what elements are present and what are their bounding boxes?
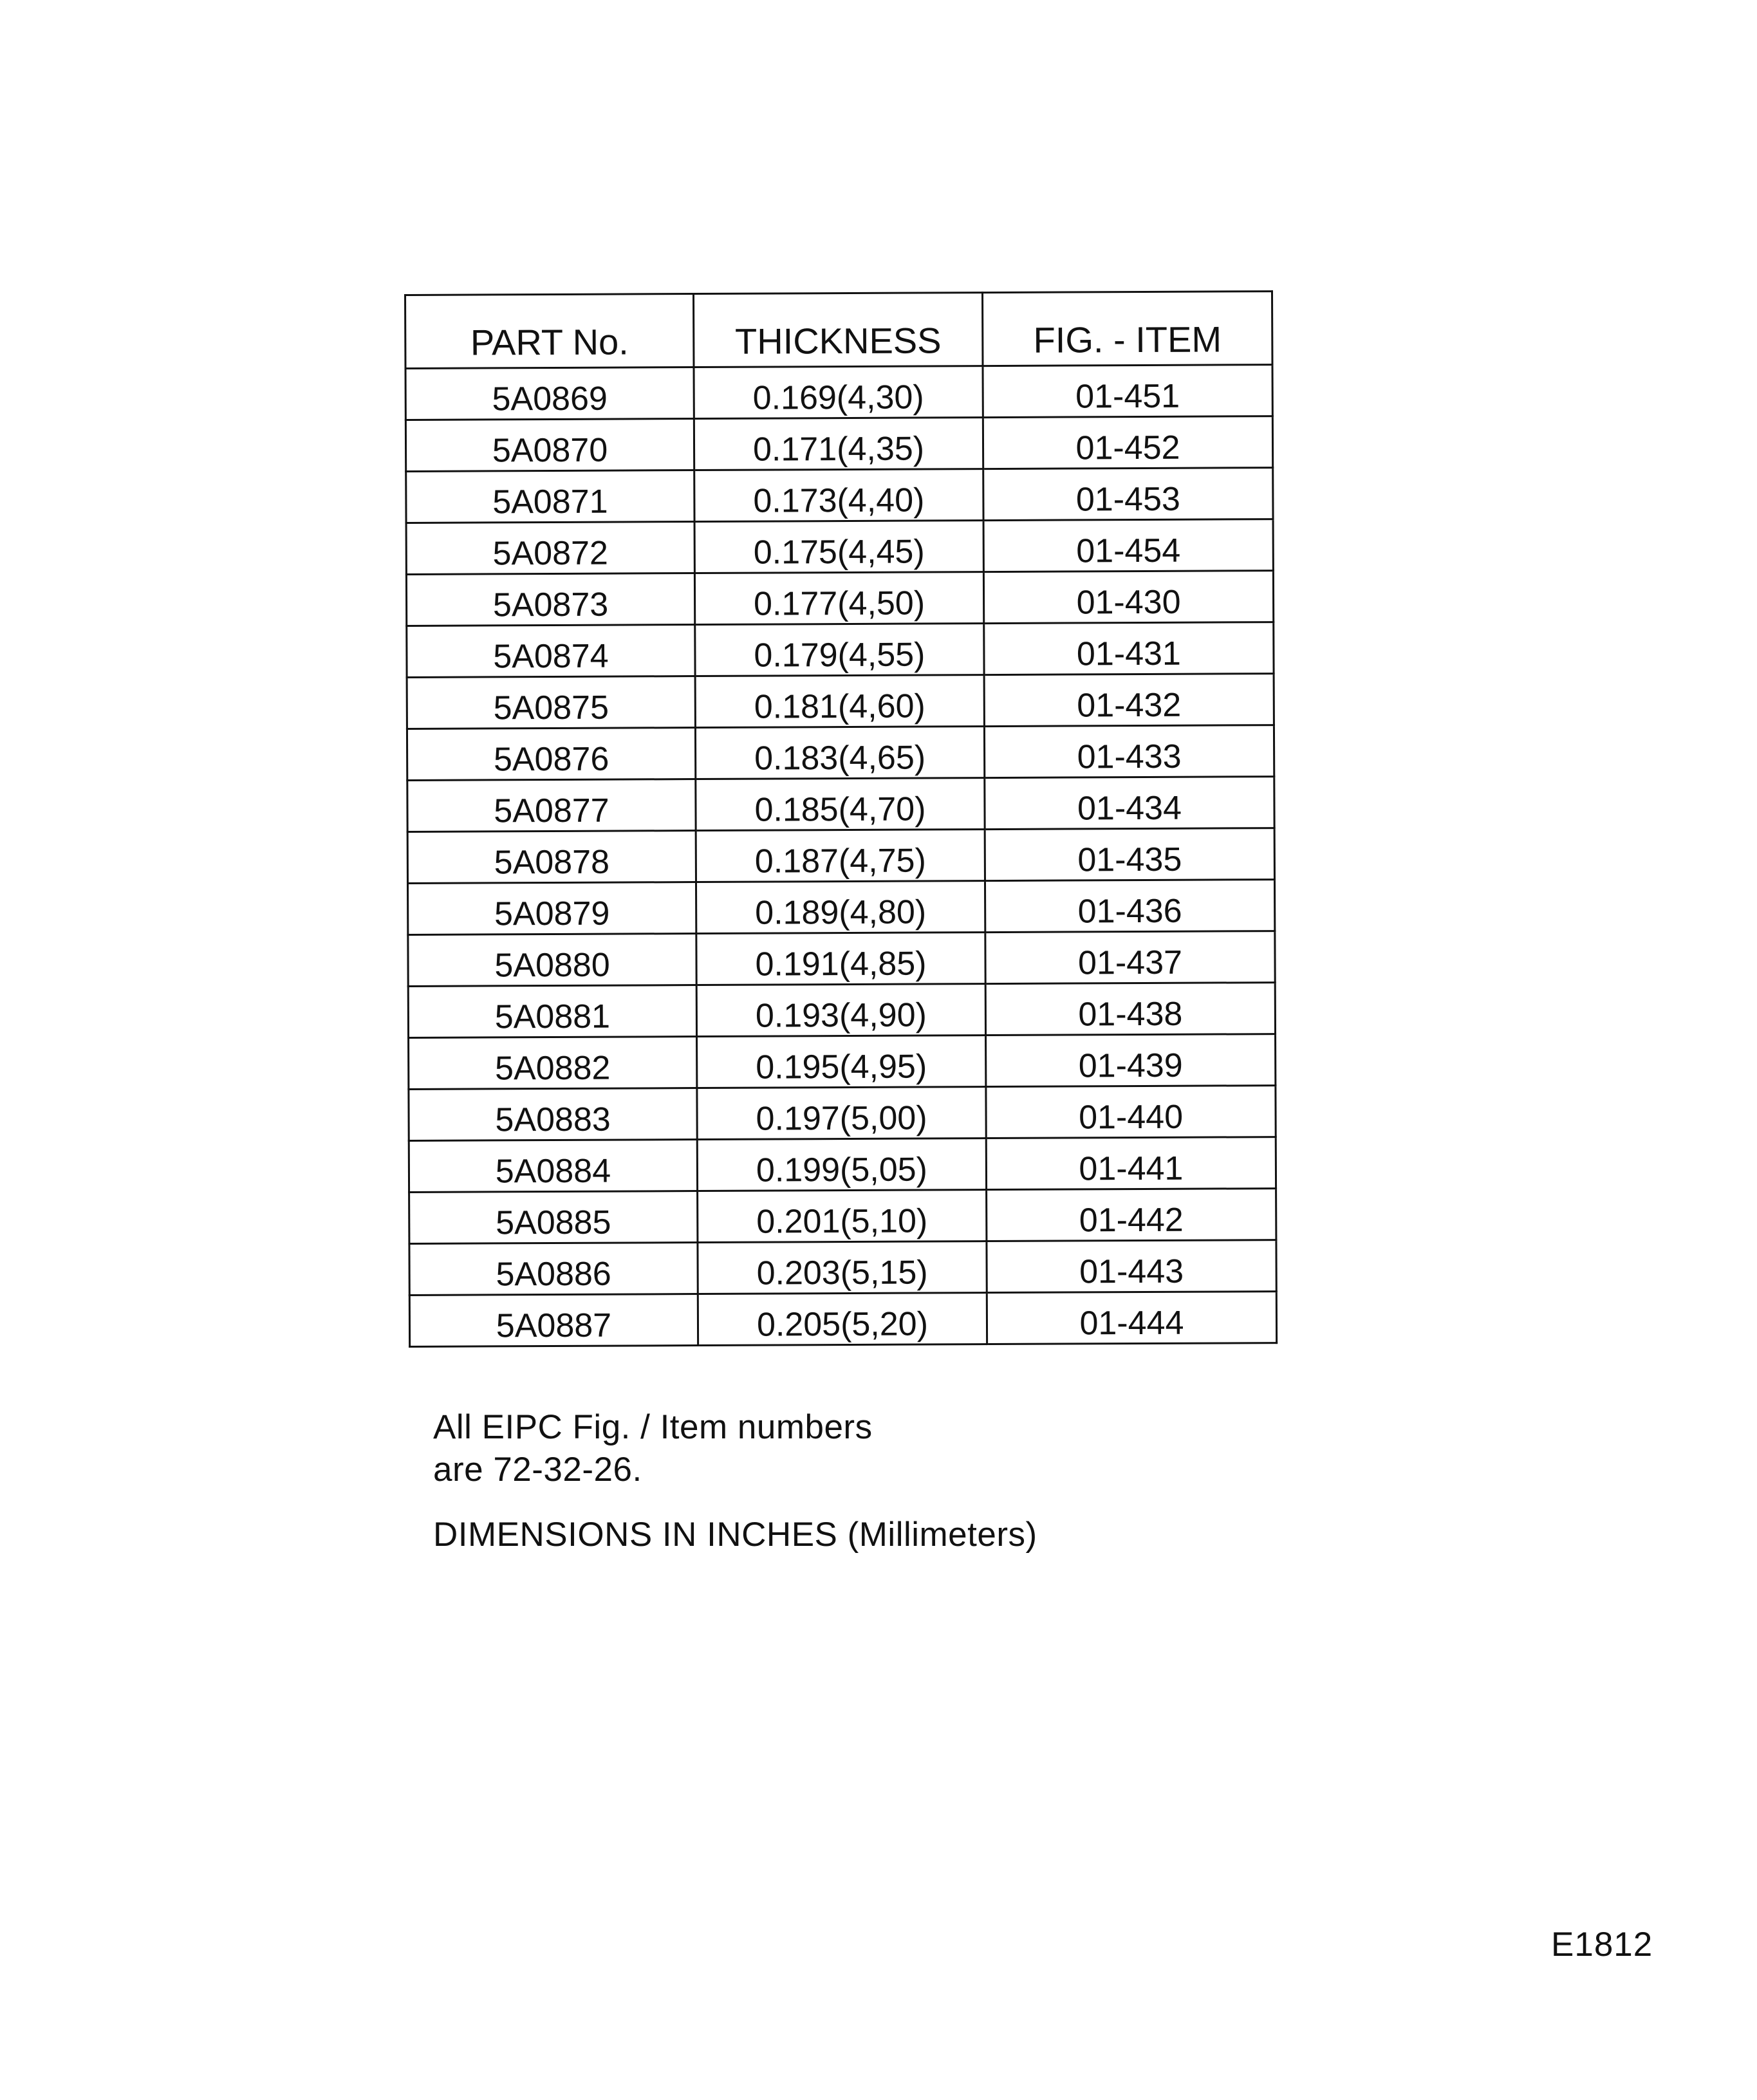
parts-thickness-table [404,290,1278,1348]
table-row [409,1086,1276,1141]
fig-item-cell: 01-435 [985,828,1274,881]
fig-item-cell: 01-431 [984,622,1274,675]
table-row [409,1292,1276,1347]
fig-item-cell: 01-430 [983,571,1273,624]
thickness-cell: 0.185(4,70) [696,778,985,831]
thickness-cell: 0.195(4,95) [697,1036,986,1088]
fig-item-cell: 01-453 [983,468,1273,521]
fig-item-cell: 01-452 [983,416,1272,469]
table-body [405,365,1277,1347]
table-row [405,416,1272,472]
fig-item-cell: 01-439 [986,1034,1276,1087]
fig-item-cell: 01-440 [986,1086,1276,1138]
thickness-cell: 0.193(4,90) [696,984,985,1037]
fig-item-cell: 01-442 [987,1189,1276,1241]
part-no-cell: 5A0880 [408,934,696,987]
table-row [406,571,1273,626]
fig-item-cell: 01-436 [985,880,1274,933]
thickness-cell: 0.171(4,35) [694,418,983,470]
thickness-cell: 0.197(5,00) [697,1087,986,1140]
thickness-cell: 0.187(4,75) [696,830,985,882]
thickness-cell: 0.173(4,40) [694,469,983,522]
header-thickness: THICKNESS [693,293,982,367]
table-row [408,931,1275,987]
fig-item-cell: 01-441 [986,1137,1276,1190]
thickness-cell: 0.191(4,85) [696,933,985,985]
fig-item-cell: 01-434 [985,777,1274,830]
fig-item-cell: 01-437 [985,931,1275,984]
thickness-cell: 0.189(4,80) [696,881,985,934]
thickness-cell: 0.179(4,55) [695,624,984,676]
part-no-cell: 5A0873 [406,573,694,626]
thickness-cell: 0.199(5,05) [697,1138,986,1191]
thickness-cell: 0.177(4,50) [694,572,983,625]
part-no-cell: 5A0884 [409,1140,697,1193]
eipc-note [433,1406,1141,1491]
part-no-cell: 5A0882 [409,1037,697,1090]
part-no-cell: 5A0874 [407,625,695,678]
fig-item-cell: 01-443 [987,1240,1276,1293]
part-no-cell: 5A0871 [406,470,694,523]
dimensions-note: DIMENSIONS IN INCHES (Millimeters) [433,1516,1037,1554]
part-no-cell: 5A0886 [409,1243,698,1296]
part-no-cell: 5A0883 [409,1088,697,1141]
part-no-cell: 5A0887 [409,1294,698,1347]
part-no-cell: 5A0875 [407,676,695,729]
fig-item-cell: 01-451 [983,365,1272,418]
thickness-cell: 0.183(4,65) [695,727,984,779]
part-no-cell: 5A0878 [407,831,696,884]
part-no-cell: 5A0881 [408,985,696,1038]
table-row [408,983,1275,1038]
table-header-row [405,292,1272,369]
header-fig-item: FIG. - ITEM [982,292,1272,366]
fig-item-cell: 01-438 [985,983,1275,1036]
table-row [409,1240,1276,1296]
thickness-cell: 0.203(5,15) [698,1241,987,1294]
table-row [409,1034,1276,1090]
table-row [406,519,1273,575]
thickness-cell: 0.175(4,45) [694,521,983,573]
thickness-cell: 0.181(4,60) [695,675,984,728]
thickness-cell: 0.169(4,30) [694,366,983,419]
table-row [406,468,1273,523]
table-row [409,1189,1276,1244]
table-row [409,1137,1276,1193]
table-row [407,674,1274,729]
thickness-cell: 0.201(5,10) [698,1190,987,1243]
header-part-no: PART No. [405,294,694,369]
eipc-note-line-1: All EIPC Fig. / Item numbers [433,1408,873,1446]
table-row [407,880,1274,935]
part-no-cell: 5A0870 [405,419,694,472]
table-row [407,777,1274,832]
part-no-cell: 5A0877 [407,779,696,832]
part-no-cell: 5A0879 [407,882,696,935]
table-row [407,622,1274,678]
fig-item-cell: 01-432 [984,674,1274,727]
eipc-note-line-2: are 72-32-26. [433,1451,642,1489]
thickness-cell: 0.205(5,20) [698,1293,987,1346]
fig-item-cell: 01-433 [984,725,1274,778]
table-row [407,725,1274,781]
fig-item-cell: 01-444 [987,1292,1276,1344]
part-no-cell: 5A0876 [407,728,695,781]
table-row [405,365,1272,420]
page-code: E1812 [1551,1926,1653,1964]
table-row [407,828,1274,884]
part-no-cell: 5A0872 [406,522,694,575]
part-no-cell: 5A0869 [405,367,694,420]
part-no-cell: 5A0885 [409,1191,698,1244]
fig-item-cell: 01-454 [983,519,1273,572]
